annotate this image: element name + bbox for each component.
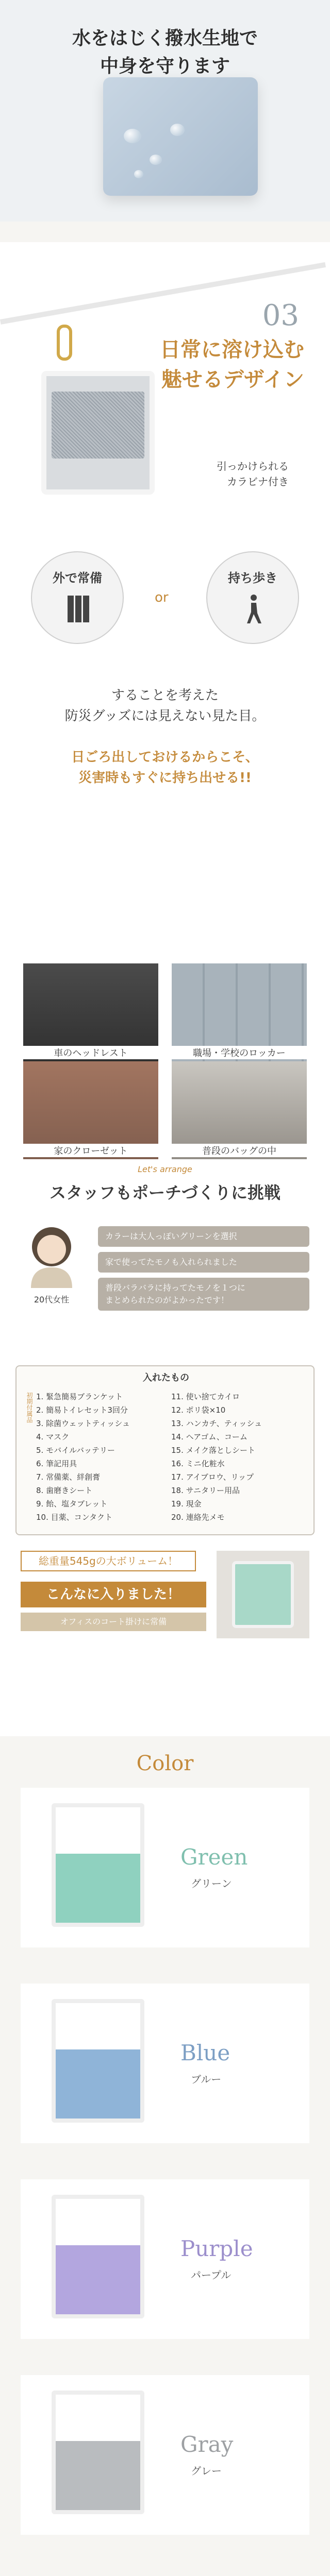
content-item: 10. 目薬、コンタクト xyxy=(36,1513,113,1522)
usage-text-2: 日ごろ出しておけるからこそ、 災害時もすぐに持ち出せる!! xyxy=(71,750,259,786)
color-swatch xyxy=(56,2245,140,2314)
content-item: 19. 現金 xyxy=(171,1499,202,1509)
color-card-purple xyxy=(21,2179,309,2339)
staff-arrange-section xyxy=(0,1159,330,1736)
color-swatch xyxy=(56,2441,140,2510)
lets-arrange-label: Let's arrange xyxy=(138,1164,192,1174)
carry-label: 持ち歩き xyxy=(228,571,277,585)
content-item: 8. 歯磨きシート xyxy=(36,1486,93,1495)
color-card-blue xyxy=(21,1984,309,2143)
content-item: 16. ミニ化粧水 xyxy=(171,1459,225,1468)
content-item: 4. マスク xyxy=(36,1432,70,1442)
color-heading: Color xyxy=(136,1752,194,1775)
color-pouch-image xyxy=(52,2391,144,2514)
color-card-green xyxy=(21,1788,309,1947)
usage-section xyxy=(0,520,330,963)
headline: 水をはじく撥水生地で 中身を守ります xyxy=(72,28,258,77)
mesh-pocket xyxy=(52,392,144,459)
content-item: 14. ヘアゴム、コーム xyxy=(171,1432,248,1442)
color-name-jp: グリーン xyxy=(191,1877,232,1890)
staff-profile: 20代女性 xyxy=(34,1295,70,1304)
content-item: 7. 常備薬、絆創膏 xyxy=(36,1472,101,1482)
color-name: Blue xyxy=(180,2040,230,2065)
comment-bubble: 家で使ってたモノも入れられました xyxy=(98,1252,309,1273)
or-text: or xyxy=(155,590,169,605)
water-repellent-section xyxy=(0,0,330,222)
color-swatch xyxy=(56,2049,140,2119)
walking-person-icon xyxy=(241,594,267,624)
color-pouch-image xyxy=(52,1803,144,1927)
storage-label: 外で常備 xyxy=(53,571,102,585)
content-item: 20. 連絡先メモ xyxy=(171,1513,225,1522)
water-drop-icon xyxy=(150,155,162,165)
content-item: 9. 飴、塩タブレット xyxy=(36,1499,108,1509)
content-item: 6. 筆記用具 xyxy=(36,1459,77,1468)
section-title: 日常に溶け込む 魅せるデザイン xyxy=(160,338,304,392)
carabiner-icon xyxy=(57,325,72,361)
color-swatch xyxy=(56,1854,140,1923)
result-banner: こんなに入りました！ xyxy=(21,1582,206,1607)
carry-circle xyxy=(206,551,299,644)
color-name-jp: ブルー xyxy=(191,2073,222,2086)
carabiner-note: 引っかけられる カラビナ付き xyxy=(217,460,289,488)
color-section xyxy=(0,1736,330,2576)
color-name: Green xyxy=(180,1844,248,1870)
color-name-jp: グレー xyxy=(191,2465,222,2477)
color-name: Gray xyxy=(180,2432,234,2457)
content-item: 3. 除菌ウェットティッシュ xyxy=(36,1419,130,1428)
staff-heading: スタッフもポーチづくりに挑戦 xyxy=(49,1183,280,1202)
content-item: 11. 使い捨てカイロ xyxy=(171,1392,240,1401)
content-item: 2. 簡易トイレセット3回分 xyxy=(36,1405,128,1415)
photo-grid xyxy=(0,963,330,1159)
preset-label: 初期付属品 xyxy=(26,1392,33,1423)
content-item: 18. サニタリー用品 xyxy=(171,1486,240,1495)
water-drop-icon xyxy=(124,129,141,143)
storage-circle xyxy=(31,551,124,644)
color-pouch-image xyxy=(52,1999,144,2123)
content-item: 17. アイブロウ、リップ xyxy=(171,1472,254,1482)
color-pouch-image xyxy=(52,2195,144,2318)
color-name-jp: パープル xyxy=(191,2269,232,2281)
content-item: 12. ポリ袋×10 xyxy=(171,1405,226,1415)
hanging-pouch-image xyxy=(41,371,155,495)
design-section xyxy=(0,242,330,520)
color-card-gray xyxy=(21,2375,309,2535)
comment-bubble: カラーは大人っぽいグリーンを選択 xyxy=(98,1226,309,1247)
photo-caption: 普段のバッグの中 xyxy=(172,1144,307,1157)
water-drop-icon xyxy=(170,124,185,136)
section-number: 03 xyxy=(262,299,299,332)
comment-bubble: 普段バラバラに持ってたモノを１つに まとめられたのがよかったです！ xyxy=(98,1278,309,1311)
water-drop-icon xyxy=(134,170,143,178)
color-name: Purple xyxy=(180,2236,253,2261)
photo-caption: 職場・学校のロッカー xyxy=(172,1046,307,1059)
office-banner: オフィスのコート掛けに常備 xyxy=(21,1613,206,1631)
staff-avatar-icon xyxy=(21,1221,82,1288)
locker-icon xyxy=(65,594,91,624)
photo-caption: 車のヘッドレスト xyxy=(23,1046,158,1059)
content-item: 5. モバイルバッテリー xyxy=(36,1446,116,1455)
packed-pouch-photo xyxy=(217,1551,309,1638)
content-item: 1. 緊急簡易ブランケット xyxy=(36,1392,123,1401)
contents-box xyxy=(15,1365,315,1535)
contents-title: 入れたもの xyxy=(143,1372,189,1383)
photo-caption: 家のクローゼット xyxy=(23,1144,158,1157)
usage-text-1: することを考えた 防災グッズには見えない見た目。 xyxy=(64,688,266,724)
volume-banner: 総重量545gの大ボリューム！ xyxy=(21,1551,196,1571)
content-item: 13. ハンカチ、ティッシュ xyxy=(171,1419,262,1428)
content-item: 15. メイク落としシート xyxy=(171,1446,256,1455)
